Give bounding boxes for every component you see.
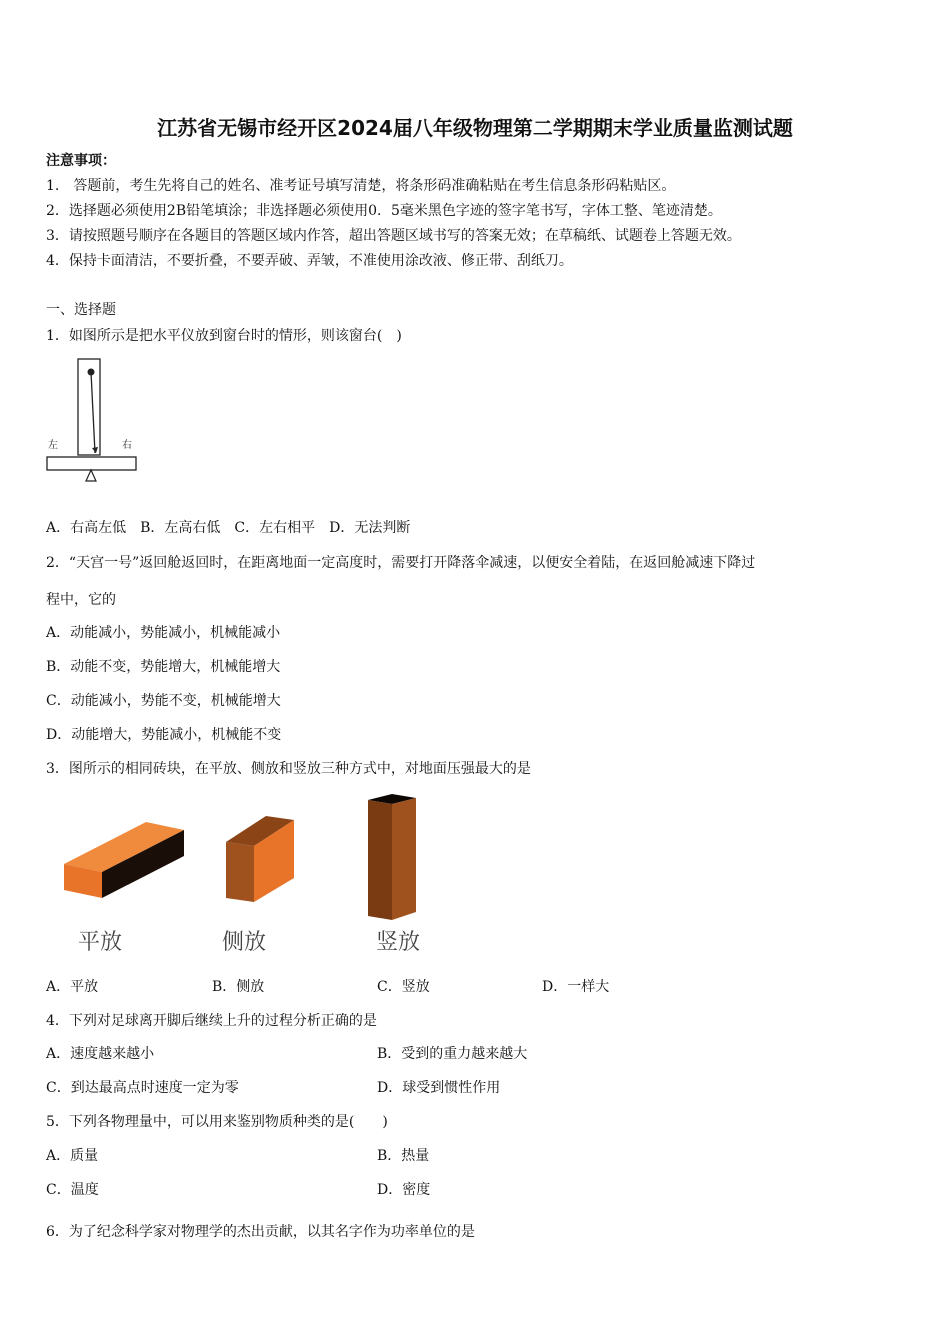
q2-option-a: A．动能减小，势能减小，机械能减小	[46, 625, 281, 641]
fulcrum-triangle	[86, 470, 96, 481]
q6-stem: 6．为了纪念科学家对物理学的杰出贡献，以其名字作为功率单位的是	[46, 1224, 475, 1240]
notice-heading: 注意事项：	[46, 153, 116, 169]
q2-stem-line2: 程中，它的	[46, 592, 116, 608]
q1-options: A．右高左低 B．左高右低 C．左右相平 D．无法判断	[46, 520, 411, 536]
q1-stem: 1．如图所示是把水平仪放到窗台时的情形，则该窗台( )	[46, 328, 402, 344]
sill-board	[47, 457, 136, 470]
q2-option-d: D．动能增大，势能减小，机械能不变	[46, 727, 282, 743]
side-brick-front	[226, 842, 254, 902]
q3-option-a: A．平放	[46, 979, 99, 995]
q5-option-b: B．热量	[377, 1148, 430, 1164]
q5-option-c: C．温度	[46, 1182, 99, 1198]
q3-stem: 3．图所示的相同砖块，在平放、侧放和竖放三种方式中，对地面压强最大的是	[46, 761, 531, 777]
fig-right-label: 右	[122, 440, 132, 451]
q4-stem: 4．下列对足球离开脚后继续上升的过程分析正确的是	[46, 1013, 377, 1029]
q3-option-d: D．一样大	[542, 979, 610, 995]
brick-label-side: 侧放	[222, 930, 267, 955]
q2-option-b: B．动能不变，势能增大，机械能增大	[46, 659, 281, 675]
brick-label-upright: 竖放	[376, 930, 421, 955]
q4-option-c: C．到达最高点时速度一定为零	[46, 1080, 239, 1096]
tall-brick-side	[392, 798, 416, 920]
q3-option-b: B．侧放	[212, 979, 265, 995]
q4-option-d: D．球受到惯性作用	[377, 1080, 501, 1096]
q5-option-a: A．质量	[46, 1148, 99, 1164]
q3-option-c: C．竖放	[377, 979, 430, 995]
notice-item-3: 3．请按照题号顺序在各题目的答题区域内作答，超出答题区域书写的答案无效；在草稿纸、试题卷上答题无效。	[46, 228, 741, 244]
tall-brick-front	[368, 800, 392, 920]
notice-item-2: 2．选择题必须使用2B铅笔填涂；非选择题必须使用0．5毫米黑色字迹的签字笔书写，字体工整、笔迹清楚。	[46, 203, 722, 219]
plumb-line	[91, 372, 95, 453]
section-heading: 一、选择题	[46, 302, 116, 318]
q4-option-a: A．速度越来越小	[46, 1046, 155, 1062]
q5-stem: 5．下列各物理量中，可以用来鉴别物质种类的是( )	[46, 1114, 388, 1130]
notice-item-1: 1. 答题前，考生先将自己的姓名、准考证号填写清楚，将条形码准确粘贴在考生信息条形码粘贴区。	[46, 178, 676, 194]
fig-left-label: 左	[48, 440, 58, 451]
q5-option-d: D．密度	[377, 1182, 431, 1198]
brick-label-flat: 平放	[78, 930, 123, 955]
q2-option-c: C．动能减小，势能不变，机械能增大	[46, 693, 281, 709]
notice-item-4: 4．保持卡面清洁，不要折叠，不要弄破、弄皱，不准使用涂改液、修正带、刮纸刀。	[46, 253, 573, 269]
bricks-figure	[56, 790, 456, 930]
level-gauge-figure	[44, 356, 140, 486]
q2-stem-line1: 2．“天宫一号”返回舱返回时，在距离地面一定高度时，需要打开降落伞减速，以便安全着陆，在返回舱减速下降过	[46, 555, 756, 571]
q4-option-b: B．受到的重力越来越大	[377, 1046, 528, 1062]
page-title: 江苏省无锡市经开区2024届八年级物理第二学期期末学业质量监测试题	[157, 116, 793, 140]
